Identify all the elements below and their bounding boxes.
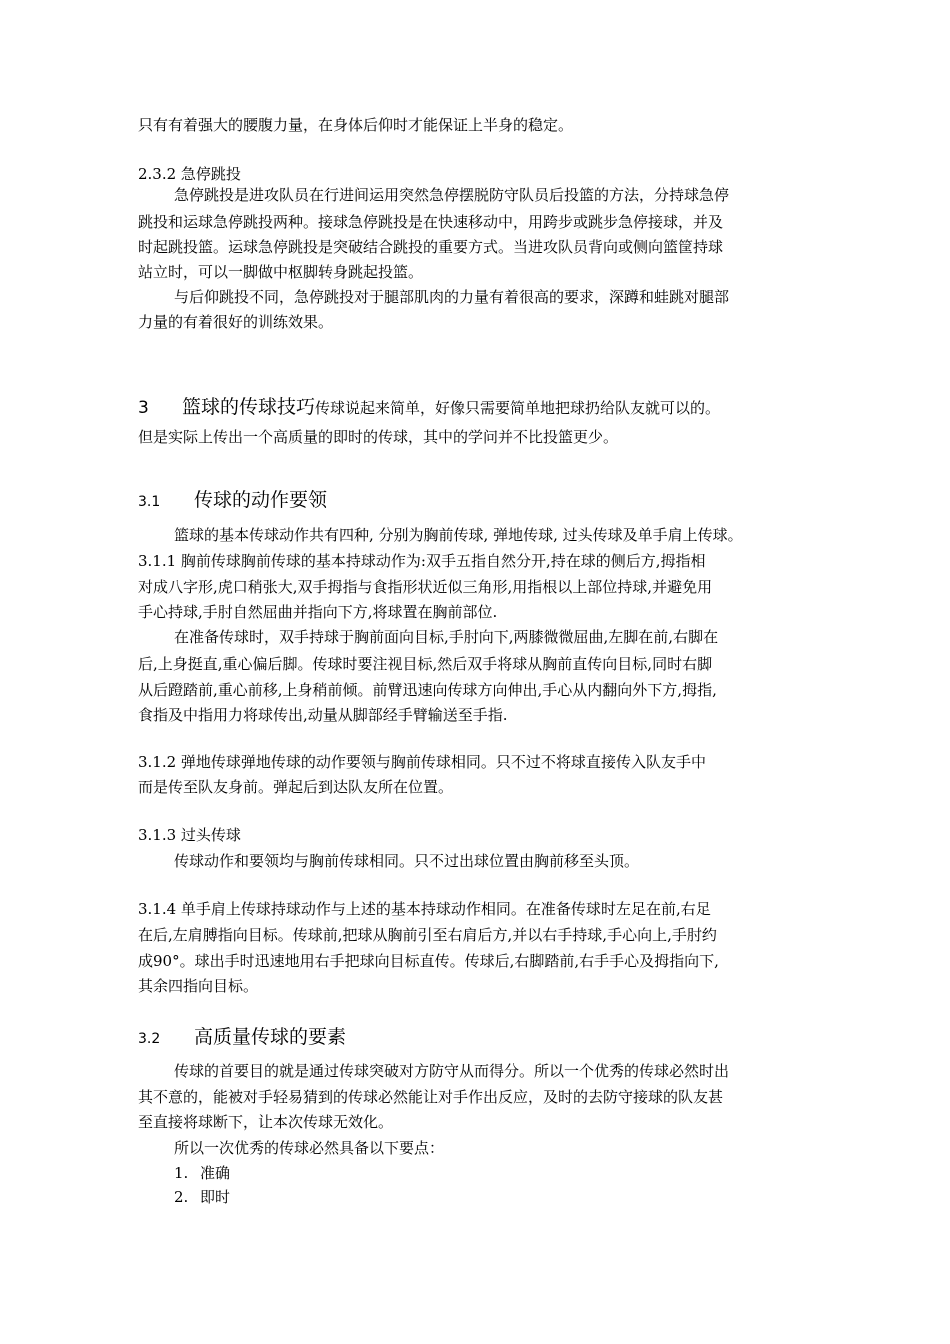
list-item bbox=[174, 1187, 230, 1207]
paragraph-line: 传球动作和要领均与胸前传球相同。只不过出球位置由胸前移至头顶。 bbox=[174, 852, 640, 870]
paragraph-line: 急停跳投是进攻队员在行进间运用突然急停摆脱防守队员后投篮的方法，分持球急停 bbox=[174, 186, 730, 204]
paragraph-line: 3.1.2 弹地传球弹地传球的动作要领与胸前传球相同。只不过不将球直接传入队友手中 bbox=[138, 753, 706, 771]
paragraph-line: 跳投和运球急停跳投两种。接球急停跳投是在快速移动中，用跨步或跳步急停接球，并及 bbox=[138, 213, 724, 231]
paragraph-line: 但是实际上传出一个高质量的即时的传球，其中的学问并不比投篮更少。 bbox=[138, 428, 619, 446]
section-number: 3.2 bbox=[138, 1031, 161, 1047]
paragraph-line: 成90°。球出手时迅速地用右手把球向目标直传。传球后,右脚踏前,右手手心及拇指向下, bbox=[138, 952, 719, 970]
paragraph-line: 所以一次优秀的传球必然具备以下要点： bbox=[174, 1139, 445, 1157]
paragraph-line: 食指及中指用力将球传出,动量从脚部经手臂输送至手指. bbox=[138, 706, 508, 724]
paragraph-line: 只有有着强大的腰腹力量，在身体后仰时才能保证上半身的稳定。 bbox=[138, 116, 574, 134]
subsection-heading-3-1-3: 3.1.3 过头传球 bbox=[138, 826, 241, 844]
section-title: 高质量传球的要素 bbox=[194, 1026, 347, 1048]
list-item-text: 即时 bbox=[200, 1188, 231, 1206]
paragraph-line: 其余四指向目标。 bbox=[138, 977, 259, 995]
section-heading-3-2 bbox=[138, 1022, 818, 1049]
subsection-heading-2-3-2: 2.3.2 急停跳投 bbox=[138, 165, 241, 183]
list-marker: 2. bbox=[174, 1188, 189, 1206]
paragraph-line: 3.1.1 胸前传球胸前传球的基本持球动作为:双手五指自然分开,持在球的侧后方,拇指相 bbox=[138, 552, 706, 570]
paragraph-line: 力量的有着很好的训练效果。 bbox=[138, 313, 334, 331]
paragraph-line: 传球的首要目的就是通过传球突破对方防守从而得分。所以一个优秀的传球必然时出 bbox=[174, 1062, 730, 1080]
paragraph-line: 对成八字形,虎口稍张大,双手拇指与食指形状近似三角形,用指根以上部位持球,并避免用 bbox=[138, 578, 713, 596]
paragraph-line: 从后蹬踏前,重心前移,上身稍前倾。前臂迅速向传球方向伸出,手心从内翻向外下方,拇指, bbox=[138, 681, 717, 699]
paragraph-line: 时起跳投篮。运球急停跳投是突破结合跳投的重要方式。当进攻队员背向或侧向篮筐持球 bbox=[138, 238, 724, 256]
section-number: 3.1 bbox=[138, 494, 161, 510]
section-heading-3 bbox=[138, 392, 818, 419]
paragraph-line: 而是传至队友身前。弹起后到达队友所在位置。 bbox=[138, 778, 454, 796]
section-heading-3-1 bbox=[138, 485, 818, 512]
paragraph-line: 后,上身挺直,重心偏后脚。传球时要注视目标,然后双手将球从胸前直传向目标,同时右脚 bbox=[138, 655, 713, 673]
section-heading-tail-text: 传球说起来简单，好像只需要简单地把球扔给队友就可以的。 bbox=[315, 399, 721, 417]
paragraph-line: 在后,左肩膊指向目标。传球前,把球从胸前引至右肩后方,并以右手持球,手心向上,手肘约 bbox=[138, 926, 717, 944]
paragraph-line: 至直接将球断下，让本次传球无效化。 bbox=[138, 1113, 394, 1131]
paragraph-line: 手心持球,手肘自然屈曲并指向下方,将球置在胸前部位. bbox=[138, 603, 498, 621]
list-item-text: 准确 bbox=[200, 1164, 231, 1182]
section-title: 篮球的传球技巧 bbox=[182, 396, 316, 418]
section-title: 传球的动作要领 bbox=[194, 489, 328, 511]
section-number: 3 bbox=[138, 398, 149, 418]
list-marker: 1. bbox=[174, 1164, 189, 1182]
paragraph-line: 与后仰跳投不同，急停跳投对于腿部肌肉的力量有着很高的要求，深蹲和蛙跳对腿部 bbox=[174, 288, 730, 306]
paragraph-line: 其不意的，能被对手轻易猜到的传球必然能让对手作出反应，及时的去防守接球的队友甚 bbox=[138, 1088, 724, 1106]
paragraph-line: 篮球的基本传球动作共有四种, 分别为胸前传球, 弹地传球, 过头传球及单手肩上传球。 bbox=[174, 526, 743, 544]
paragraph-line: 在准备传球时，双手持球于胸前面向目标,手肘向下,两膝微微屈曲,左脚在前,右脚在 bbox=[174, 628, 719, 646]
paragraph-line: 站立时，可以一脚做中枢脚转身跳起投篮。 bbox=[138, 263, 424, 281]
paragraph-line: 3.1.4 单手肩上传球持球动作与上述的基本持球动作相同。在准备传球时左足在前,右足 bbox=[138, 900, 711, 918]
list-item bbox=[174, 1163, 230, 1183]
